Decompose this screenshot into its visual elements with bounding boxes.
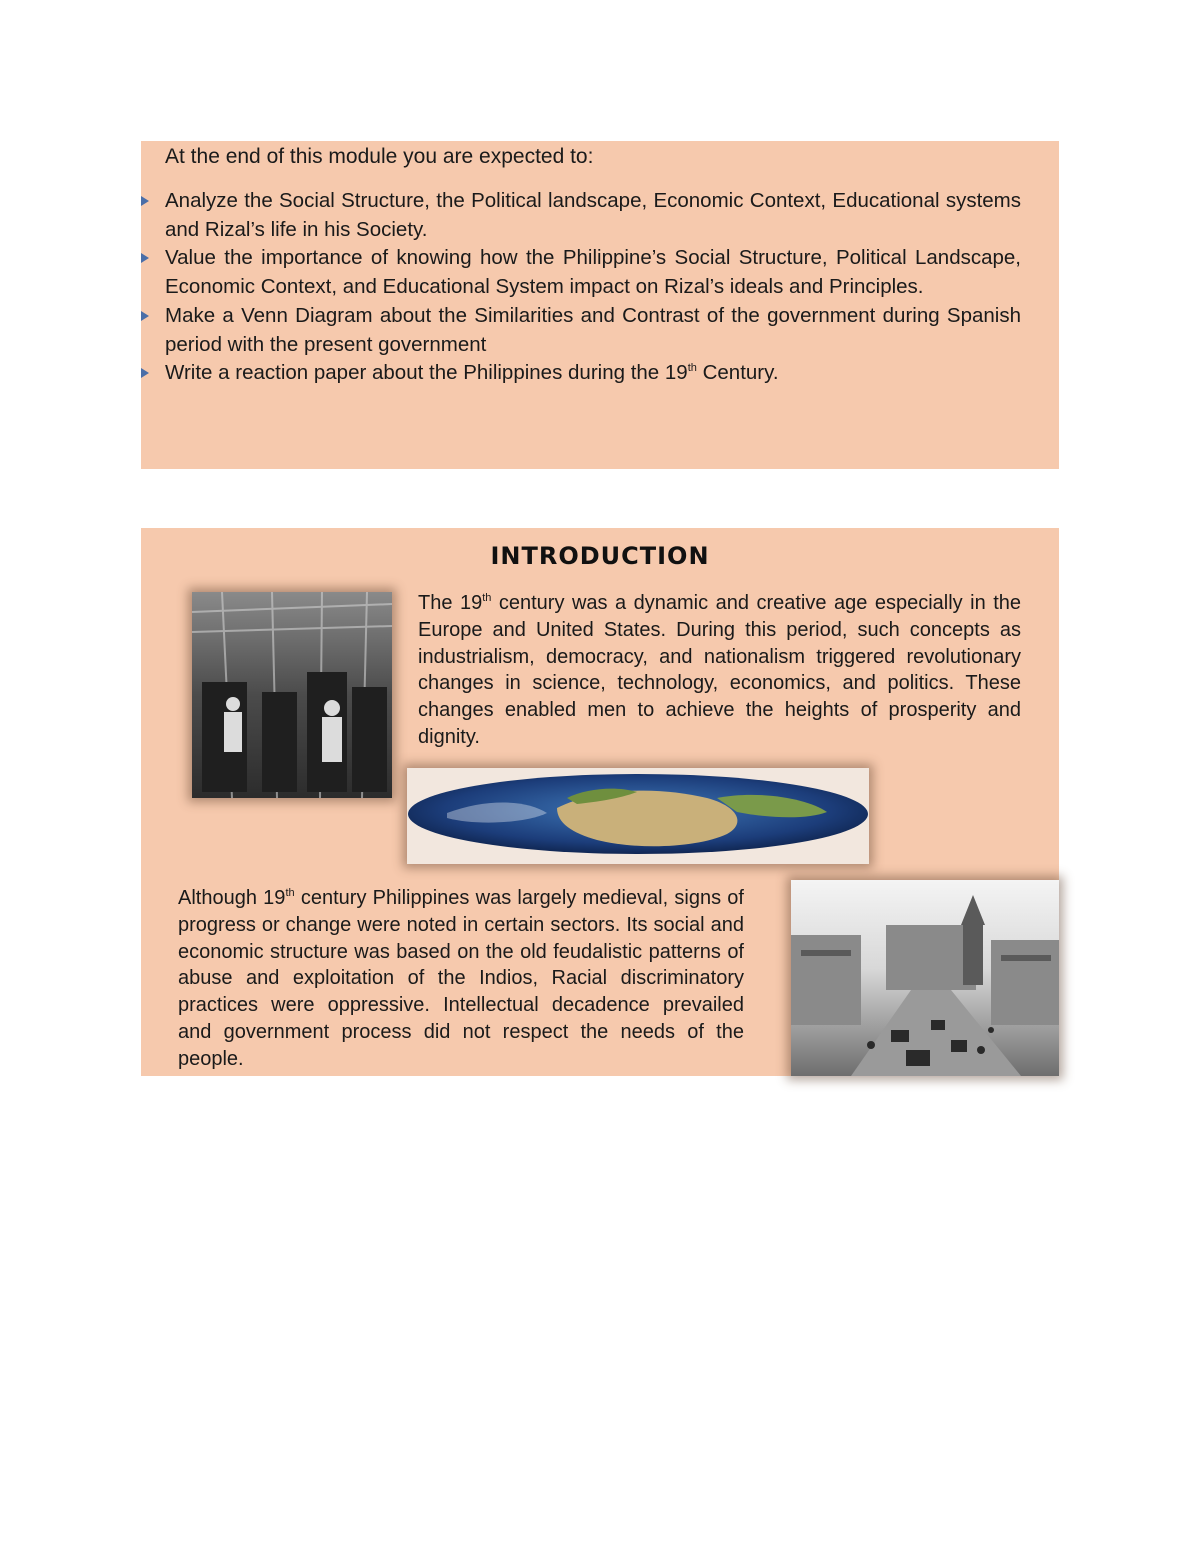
objective-text-end: Century. (696, 361, 779, 385)
introduction-title: INTRODUCTION (490, 542, 710, 570)
objective-text: Value the importance of knowing how the Philippine’s Social Structure, Political Landscape, Economic Context, and Educational System impact on Rizal’s ideals and Principles. (165, 246, 1021, 299)
flat-earth-globe-image (407, 768, 869, 864)
objective-item (141, 302, 1021, 359)
objective-item (141, 359, 1021, 388)
arrow-bullet-icon (141, 311, 149, 321)
objectives-heading: At the end of this module you are expected to: (165, 145, 594, 168)
paragraph-text-start: Although 19 (178, 887, 286, 909)
old-manila-street-photo (791, 880, 1059, 1076)
superscript: th (285, 887, 295, 899)
objectives-list (141, 187, 1021, 388)
objective-text: Make a Venn Diagram about the Similarities and Contrast of the government during Spanish period with the present government (165, 303, 1021, 356)
paragraph-text-start: The 19 (418, 592, 483, 614)
superscript: th (687, 362, 697, 375)
arrow-bullet-icon (141, 196, 149, 206)
objectives-panel (141, 141, 1059, 469)
intro-paragraph-1 (418, 590, 1021, 751)
intro-paragraph-2 (178, 885, 744, 1073)
objective-item (141, 187, 1021, 244)
objective-item (141, 244, 1021, 301)
objective-text: Analyze the Social Structure, the Political landscape, Economic Context, Educational systems and Rizal’s life in his Society. (165, 189, 1021, 241)
objective-text-start: Write a reaction paper about the Philippines during the 19 (165, 361, 688, 385)
introduction-panel (141, 528, 1059, 1076)
paragraph-text-end: century was a dynamic and creative age especially in the Europe and United States. During this period, such concepts as industrialism, democracy, and nationalism triggered revolutionary changes in science, technology, economics, and politics. These changes enabled men to achieve the heights of prosperity and dignity. (418, 592, 1021, 748)
factory-workers-photo (192, 592, 392, 798)
arrow-bullet-icon (141, 368, 149, 378)
superscript: th (482, 592, 492, 604)
arrow-bullet-icon (141, 253, 149, 263)
paragraph-text-end: century Philippines was largely medieval, signs of progress or change were noted in certain sectors. Its social and economic structure was based on the old feudalistic patterns of abuse and exploitation of the Indios, Racial discriminatory practices were oppressive. Intellectual decadence prevailed and government process did not respect the needs of the people. (178, 887, 744, 1070)
